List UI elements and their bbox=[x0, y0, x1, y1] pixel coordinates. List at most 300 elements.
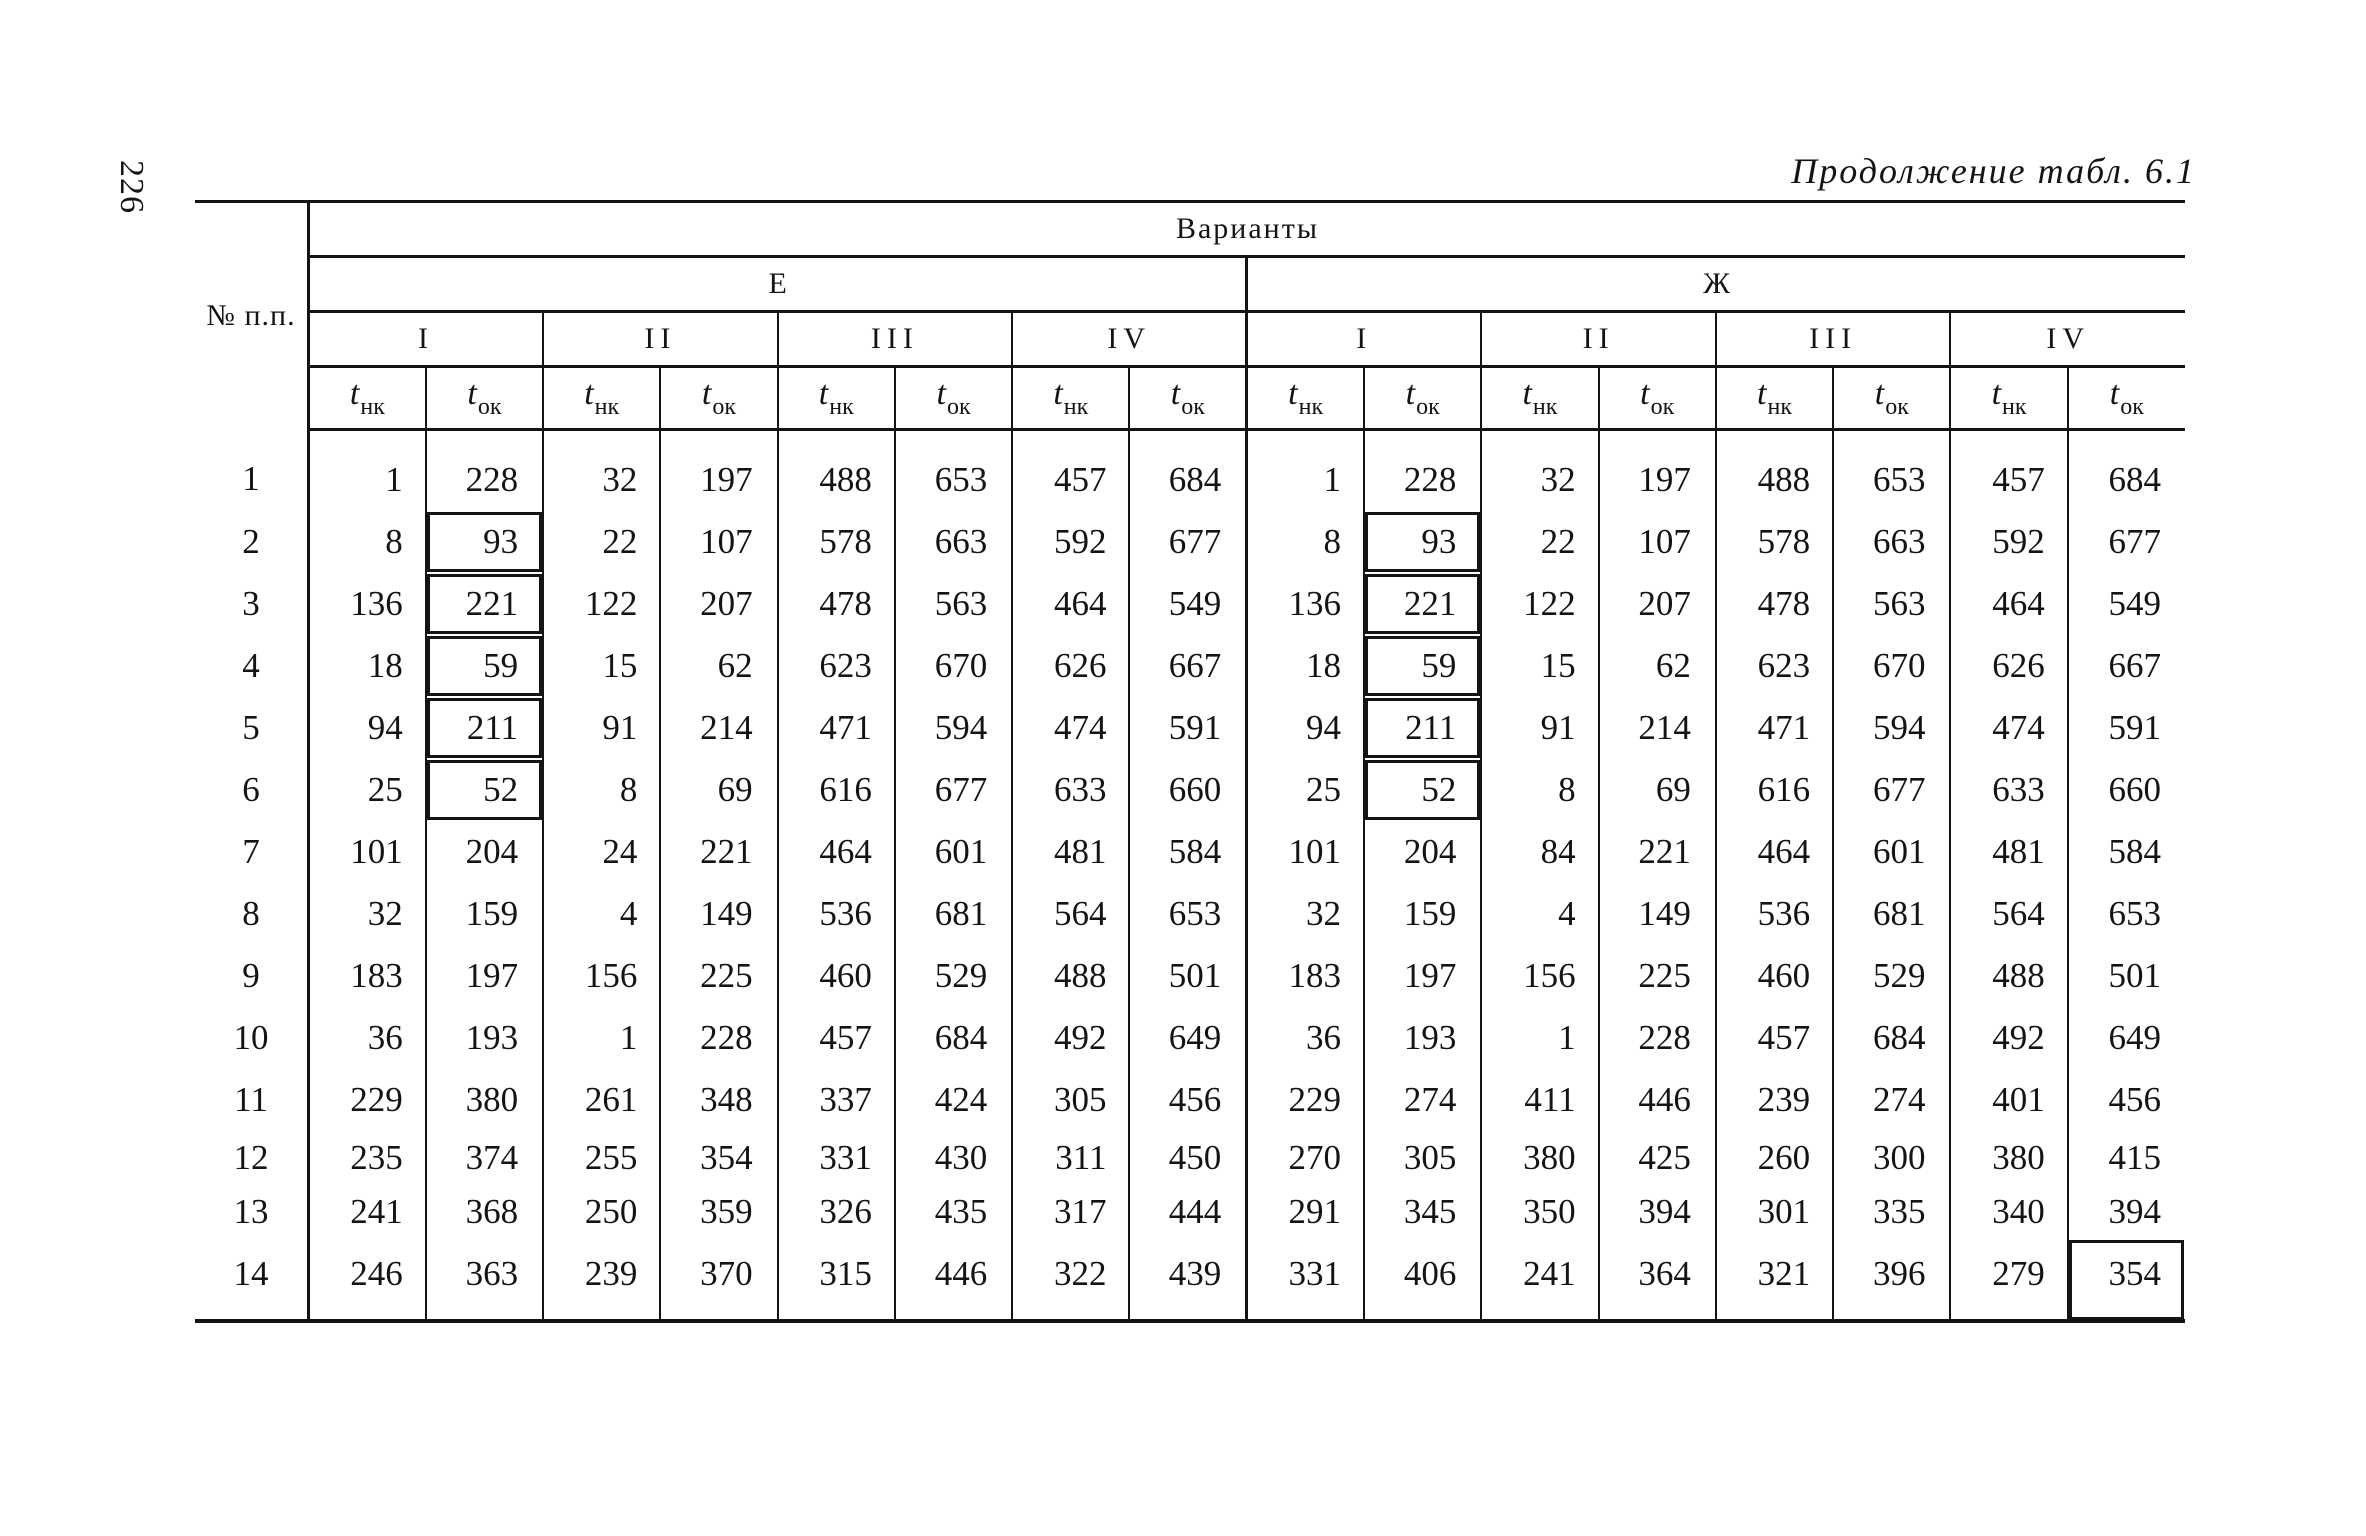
t-ok-cell-e-2: 225 bbox=[660, 945, 777, 1007]
t-symbol: t bbox=[1522, 375, 1532, 412]
t-nk-cell-e-1: 235 bbox=[309, 1131, 426, 1185]
variant-header-zh-4: IV bbox=[1950, 312, 2185, 367]
t-nk-cell-e-3: 337 bbox=[778, 1069, 895, 1131]
t-ok-cell-zh-1: 406 bbox=[1364, 1239, 1481, 1321]
t-ok-cell-e-3: 563 bbox=[895, 573, 1012, 635]
t-ok-cell-e-4: 456 bbox=[1129, 1069, 1246, 1131]
t-subscript: ок bbox=[946, 394, 971, 420]
t-nk-cell-e-3: 478 bbox=[778, 573, 895, 635]
t-ok-cell-zh-3: 594 bbox=[1833, 697, 1950, 759]
t-ok-cell-zh-4: 549 bbox=[2108, 584, 2161, 623]
t-subscript: ок bbox=[477, 394, 502, 420]
t-ok-cell-zh-2: 214 bbox=[1599, 697, 1716, 759]
t-ok-cell-zh-4: 649 bbox=[2108, 1018, 2161, 1057]
t-ok-header bbox=[426, 367, 543, 430]
row-number: 6 bbox=[195, 759, 309, 821]
t-nk-header bbox=[1012, 367, 1129, 430]
t-nk-cell-zh-1: 94 bbox=[1247, 697, 1364, 759]
t-ok-cell-zh-4: 456 bbox=[2108, 1080, 2161, 1119]
data-table-wrapper bbox=[195, 200, 2185, 1323]
t-ok-cell-zh-4: 653 bbox=[2108, 894, 2161, 933]
t-nk-cell-e-3: 578 bbox=[778, 511, 895, 573]
t-nk-cell-e-2: 91 bbox=[543, 697, 660, 759]
t-ok-cell-e-3: 424 bbox=[895, 1069, 1012, 1131]
t-ok-cell-zh-3: 670 bbox=[1833, 635, 1950, 697]
t-ok-cell-e-4: 549 bbox=[1129, 573, 1246, 635]
t-ok-cell-e-3: 663 bbox=[895, 511, 1012, 573]
row-number: 7 bbox=[195, 821, 309, 883]
t-ok-cell-zh-3: 529 bbox=[1833, 945, 1950, 1007]
t-subscript: нк bbox=[1532, 394, 1558, 420]
t-nk-cell-zh-4: 564 bbox=[1950, 883, 2067, 945]
t-nk-cell-zh-1: 291 bbox=[1247, 1185, 1364, 1239]
t-nk-cell-e-1: 32 bbox=[309, 883, 426, 945]
table-row bbox=[195, 883, 2185, 945]
t-nk-cell-e-4: 633 bbox=[1012, 759, 1129, 821]
t-nk-cell-zh-3: 260 bbox=[1716, 1131, 1833, 1185]
t-nk-cell-e-4: 626 bbox=[1012, 635, 1129, 697]
t-nk-cell-e-2: 255 bbox=[543, 1131, 660, 1185]
variant-header-zh-2: II bbox=[1481, 312, 1716, 367]
t-symbol: t bbox=[467, 375, 477, 412]
t-ok-cell-zh-2: 425 bbox=[1599, 1131, 1716, 1185]
t-ok-cell-zh-4: 354 bbox=[2068, 1239, 2185, 1321]
t-symbol: t bbox=[1757, 375, 1767, 412]
t-ok-cell-e-1: 159 bbox=[426, 883, 543, 945]
row-number: 12 bbox=[195, 1131, 309, 1185]
table-row bbox=[195, 821, 2185, 883]
t-nk-cell-zh-3: 616 bbox=[1716, 759, 1833, 821]
t-nk-cell-zh-3: 471 bbox=[1716, 697, 1833, 759]
t-subscript: нк bbox=[1063, 394, 1089, 420]
t-ok-cell-e-2: 197 bbox=[660, 430, 777, 512]
t-symbol: t bbox=[1288, 375, 1298, 412]
t-nk-header bbox=[1481, 367, 1598, 430]
row-number: 1 bbox=[195, 430, 309, 512]
t-ok-cell-zh-3: 677 bbox=[1833, 759, 1950, 821]
t-nk-cell-e-2: 24 bbox=[543, 821, 660, 883]
t-ok-cell-e-4: 677 bbox=[1129, 511, 1246, 573]
group-header-e: Е bbox=[309, 257, 1247, 312]
t-ok-cell-e-2: 69 bbox=[660, 759, 777, 821]
t-subscript: ок bbox=[712, 394, 737, 420]
t-nk-cell-zh-3: 578 bbox=[1716, 511, 1833, 573]
t-ok-cell-e-4: 591 bbox=[1129, 697, 1246, 759]
t-ok-cell-e-3: 601 bbox=[895, 821, 1012, 883]
t-nk-cell-zh-3: 457 bbox=[1716, 1007, 1833, 1069]
t-nk-cell-e-2: 261 bbox=[543, 1069, 660, 1131]
t-symbol: t bbox=[1053, 375, 1063, 412]
t-ok-cell-zh-1: 274 bbox=[1364, 1069, 1481, 1131]
t-ok-cell-e-2: 207 bbox=[660, 573, 777, 635]
t-nk-cell-e-2: 32 bbox=[543, 430, 660, 512]
t-ok-cell-zh-3: 300 bbox=[1833, 1131, 1950, 1185]
t-ok-cell-zh-4: 677 bbox=[2108, 522, 2161, 561]
table-row bbox=[195, 635, 2185, 697]
t-nk-cell-e-3: 460 bbox=[778, 945, 895, 1007]
variant-header-zh-3: III bbox=[1716, 312, 1951, 367]
t-nk-cell-e-1: 136 bbox=[309, 573, 426, 635]
t-nk-cell-e-4: 317 bbox=[1012, 1185, 1129, 1239]
t-ok-cell-zh-1: 193 bbox=[1364, 1007, 1481, 1069]
t-ok-cell-e-4: 667 bbox=[1129, 635, 1246, 697]
t-nk-cell-e-4: 322 bbox=[1012, 1239, 1129, 1321]
t-ok-cell-zh-4: 684 bbox=[2108, 460, 2161, 499]
t-ok-cell-e-2: 214 bbox=[660, 697, 777, 759]
t-nk-cell-e-3: 326 bbox=[778, 1185, 895, 1239]
t-nk-cell-e-2: 156 bbox=[543, 945, 660, 1007]
t-ok-cell-zh-4: 394 bbox=[2108, 1192, 2161, 1231]
variant-header-e-3: III bbox=[778, 312, 1013, 367]
t-nk-cell-e-1: 94 bbox=[309, 697, 426, 759]
t-nk-cell-e-2: 4 bbox=[543, 883, 660, 945]
variant-header-e-4: IV bbox=[1012, 312, 1247, 367]
t-nk-cell-zh-2: 91 bbox=[1481, 697, 1598, 759]
t-ok-cell-zh-2: 225 bbox=[1599, 945, 1716, 1007]
table-row bbox=[195, 1131, 2185, 1185]
t-subscript: ок bbox=[1885, 394, 1909, 420]
t-ok-cell-zh-2: 107 bbox=[1599, 511, 1716, 573]
t-nk-header bbox=[309, 367, 426, 430]
t-ok-cell-e-4: 649 bbox=[1129, 1007, 1246, 1069]
t-nk-cell-zh-3: 623 bbox=[1716, 635, 1833, 697]
table-row bbox=[195, 1007, 2185, 1069]
t-ok-cell-e-2: 228 bbox=[660, 1007, 777, 1069]
t-ok-cell-zh-2: 446 bbox=[1599, 1069, 1716, 1131]
t-ok-cell-e-2: 107 bbox=[660, 511, 777, 573]
t-nk-cell-e-2: 250 bbox=[543, 1185, 660, 1239]
t-symbol: t bbox=[349, 375, 360, 412]
t-nk-cell-zh-4: 340 bbox=[1950, 1185, 2067, 1239]
t-ok-cell-e-3: 529 bbox=[895, 945, 1012, 1007]
table-row bbox=[195, 430, 2185, 512]
t-nk-cell-zh-4: 626 bbox=[1950, 635, 2067, 697]
t-nk-cell-e-1: 18 bbox=[309, 635, 426, 697]
t-nk-cell-zh-2: 15 bbox=[1481, 635, 1598, 697]
t-nk-cell-zh-4: 488 bbox=[1950, 945, 2067, 1007]
t-nk-cell-e-1: 101 bbox=[309, 821, 426, 883]
t-nk-cell-e-3: 623 bbox=[778, 635, 895, 697]
t-subscript: нк bbox=[594, 394, 620, 420]
t-ok-cell-zh-3: 563 bbox=[1833, 573, 1950, 635]
t-nk-cell-zh-2: 411 bbox=[1481, 1069, 1598, 1131]
t-nk-cell-zh-2: 8 bbox=[1481, 759, 1598, 821]
t-ok-cell-e-1: 204 bbox=[426, 821, 543, 883]
t-ok-cell-zh-2: 394 bbox=[1599, 1185, 1716, 1239]
t-nk-cell-zh-3: 301 bbox=[1716, 1185, 1833, 1239]
t-ok-cell-zh-2: 207 bbox=[1599, 573, 1716, 635]
t-ok-cell-zh-4: 501 bbox=[2108, 956, 2161, 995]
row-number: 2 bbox=[195, 511, 309, 573]
t-ok-cell-zh-1: 211 bbox=[1364, 697, 1481, 759]
t-symbol: t bbox=[936, 375, 946, 412]
t-nk-header bbox=[1247, 367, 1364, 430]
t-ok-cell-zh-1: 52 bbox=[1364, 759, 1481, 821]
t-ok-cell-e-4: 584 bbox=[1129, 821, 1246, 883]
t-ok-cell-e-3: 430 bbox=[895, 1131, 1012, 1185]
t-nk-cell-e-1: 8 bbox=[309, 511, 426, 573]
t-nk-cell-zh-4: 481 bbox=[1950, 821, 2067, 883]
table-row bbox=[195, 759, 2185, 821]
row-number: 14 bbox=[195, 1239, 309, 1321]
t-nk-header bbox=[1950, 367, 2067, 430]
t-ok-cell-e-2: 221 bbox=[660, 821, 777, 883]
t-symbol: t bbox=[818, 375, 829, 412]
t-ok-cell-zh-4: 415 bbox=[2108, 1138, 2161, 1177]
t-nk-cell-zh-4: 492 bbox=[1950, 1007, 2067, 1069]
row-number: 10 bbox=[195, 1007, 309, 1069]
t-ok-cell-zh-1: 93 bbox=[1364, 511, 1481, 573]
t-nk-cell-e-3: 488 bbox=[778, 430, 895, 512]
t-ok-cell-e-3: 594 bbox=[895, 697, 1012, 759]
t-nk-cell-zh-2: 122 bbox=[1481, 573, 1598, 635]
t-ok-cell-zh-2: 69 bbox=[1599, 759, 1716, 821]
t-ok-header bbox=[895, 367, 1012, 430]
t-ok-cell-zh-2: 62 bbox=[1599, 635, 1716, 697]
t-nk-cell-zh-1: 229 bbox=[1247, 1069, 1364, 1131]
page-number: 226 bbox=[113, 160, 150, 214]
t-ok-cell-zh-2: 149 bbox=[1599, 883, 1716, 945]
row-number: 9 bbox=[195, 945, 309, 1007]
t-nk-cell-e-2: 239 bbox=[543, 1239, 660, 1321]
t-ok-cell-e-4: 450 bbox=[1129, 1131, 1246, 1185]
t-symbol: t bbox=[584, 375, 594, 412]
t-nk-header bbox=[778, 367, 895, 430]
t-ok-cell-e-2: 149 bbox=[660, 883, 777, 945]
t-subscript: ок bbox=[2120, 394, 2144, 420]
table-body bbox=[195, 430, 2185, 1322]
t-ok-cell-zh-4: 667 bbox=[2108, 646, 2161, 685]
t-ok-cell-zh-1: 305 bbox=[1364, 1131, 1481, 1185]
t-nk-cell-zh-3: 321 bbox=[1716, 1239, 1833, 1321]
t-nk-cell-e-3: 331 bbox=[778, 1131, 895, 1185]
t-ok-cell-e-4: 439 bbox=[1129, 1239, 1246, 1321]
t-ok-cell-e-3: 653 bbox=[895, 430, 1012, 512]
row-number: 11 bbox=[195, 1069, 309, 1131]
t-ok-cell-zh-4: 660 bbox=[2108, 770, 2161, 809]
t-nk-cell-zh-2: 1 bbox=[1481, 1007, 1598, 1069]
row-number: 8 bbox=[195, 883, 309, 945]
t-ok-cell-zh-2: 364 bbox=[1599, 1239, 1716, 1321]
t-ok-header bbox=[1599, 367, 1716, 430]
t-nk-cell-e-4: 305 bbox=[1012, 1069, 1129, 1131]
t-ok-cell-e-1: 228 bbox=[426, 430, 543, 512]
t-ok-cell-e-2: 62 bbox=[660, 635, 777, 697]
t-nk-cell-e-3: 457 bbox=[778, 1007, 895, 1069]
t-ok-cell-zh-1: 159 bbox=[1364, 883, 1481, 945]
t-ok-cell-e-1: 52 bbox=[426, 759, 543, 821]
t-nk-cell-zh-1: 183 bbox=[1247, 945, 1364, 1007]
variant-header-zh-1: I bbox=[1247, 312, 1482, 367]
t-ok-header bbox=[1129, 367, 1246, 430]
t-ok-cell-e-3: 446 bbox=[895, 1239, 1012, 1321]
t-nk-cell-e-4: 457 bbox=[1012, 430, 1129, 512]
t-ok-cell-e-1: 374 bbox=[426, 1131, 543, 1185]
t-nk-cell-e-2: 1 bbox=[543, 1007, 660, 1069]
t-ok-cell-e-1: 368 bbox=[426, 1185, 543, 1239]
t-nk-cell-e-4: 311 bbox=[1012, 1131, 1129, 1185]
group-header-zh: Ж bbox=[1247, 257, 2185, 312]
t-nk-cell-zh-3: 478 bbox=[1716, 573, 1833, 635]
t-subscript: ок bbox=[1650, 394, 1675, 420]
t-nk-cell-zh-1: 8 bbox=[1247, 511, 1364, 573]
t-nk-cell-zh-2: 241 bbox=[1481, 1239, 1598, 1321]
table-caption: Продолжение табл. 6.1 bbox=[1791, 151, 2196, 191]
t-nk-cell-e-1: 246 bbox=[309, 1239, 426, 1321]
t-ok-cell-zh-4: 591 bbox=[2108, 708, 2161, 747]
t-nk-cell-zh-4: 633 bbox=[1950, 759, 2067, 821]
table-row bbox=[195, 511, 2185, 573]
t-nk-cell-zh-1: 36 bbox=[1247, 1007, 1364, 1069]
t-nk-cell-zh-1: 18 bbox=[1247, 635, 1364, 697]
t-subscript: нк bbox=[829, 394, 854, 420]
t-ok-cell-zh-1: 221 bbox=[1364, 573, 1481, 635]
t-ok-cell-e-1: 93 bbox=[426, 511, 543, 573]
t-ok-cell-zh-3: 396 bbox=[1833, 1239, 1950, 1321]
t-ok-cell-zh-3: 681 bbox=[1833, 883, 1950, 945]
t-ok-cell-zh-1: 59 bbox=[1364, 635, 1481, 697]
t-ok-cell-e-1: 59 bbox=[426, 635, 543, 697]
t-nk-cell-e-2: 22 bbox=[543, 511, 660, 573]
t-nk-cell-e-3: 464 bbox=[778, 821, 895, 883]
table-row bbox=[195, 697, 2185, 759]
table-row bbox=[195, 1185, 2185, 1239]
t-ok-cell-e-3: 681 bbox=[895, 883, 1012, 945]
t-ok-cell-e-4: 444 bbox=[1129, 1185, 1246, 1239]
t-ok-cell-zh-2: 228 bbox=[1599, 1007, 1716, 1069]
t-nk-cell-zh-1: 1 bbox=[1247, 430, 1364, 512]
t-symbol: t bbox=[1170, 375, 1181, 412]
t-ok-cell-e-3: 435 bbox=[895, 1185, 1012, 1239]
row-number: 5 bbox=[195, 697, 309, 759]
t-subscript: ок bbox=[1416, 394, 1440, 420]
t-nk-header bbox=[1716, 367, 1833, 430]
t-nk-cell-e-4: 564 bbox=[1012, 883, 1129, 945]
t-ok-header bbox=[660, 367, 777, 430]
t-nk-cell-e-1: 25 bbox=[309, 759, 426, 821]
t-symbol: t bbox=[1405, 375, 1416, 412]
t-ok-cell-e-1: 197 bbox=[426, 945, 543, 1007]
t-ok-cell-e-4: 660 bbox=[1129, 759, 1246, 821]
t-nk-cell-zh-3: 464 bbox=[1716, 821, 1833, 883]
t-nk-cell-e-1: 241 bbox=[309, 1185, 426, 1239]
t-ok-cell-e-2: 370 bbox=[660, 1239, 777, 1321]
t-nk-cell-e-2: 122 bbox=[543, 573, 660, 635]
t-ok-cell-e-4: 653 bbox=[1129, 883, 1246, 945]
t-nk-cell-zh-1: 32 bbox=[1247, 883, 1364, 945]
t-nk-cell-e-1: 1 bbox=[309, 430, 426, 512]
t-ok-cell-e-2: 359 bbox=[660, 1185, 777, 1239]
t-ok-cell-e-1: 380 bbox=[426, 1069, 543, 1131]
t-nk-cell-e-1: 229 bbox=[309, 1069, 426, 1131]
t-ok-cell-e-2: 354 bbox=[660, 1131, 777, 1185]
t-ok-cell-e-4: 501 bbox=[1129, 945, 1246, 1007]
t-nk-cell-zh-2: 32 bbox=[1481, 430, 1598, 512]
t-nk-cell-zh-3: 488 bbox=[1716, 430, 1833, 512]
t-nk-cell-zh-1: 25 bbox=[1247, 759, 1364, 821]
t-nk-cell-e-4: 492 bbox=[1012, 1007, 1129, 1069]
t-ok-cell-zh-1: 204 bbox=[1364, 821, 1481, 883]
t-nk-cell-e-4: 474 bbox=[1012, 697, 1129, 759]
table-row bbox=[195, 573, 2185, 635]
t-ok-cell-zh-3: 684 bbox=[1833, 1007, 1950, 1069]
t-nk-cell-zh-4: 380 bbox=[1950, 1131, 2067, 1185]
t-ok-cell-e-3: 670 bbox=[895, 635, 1012, 697]
t-ok-cell-zh-1: 197 bbox=[1364, 945, 1481, 1007]
t-subscript: ок bbox=[1181, 394, 1205, 420]
t-nk-cell-zh-2: 22 bbox=[1481, 511, 1598, 573]
t-symbol: t bbox=[1640, 375, 1650, 412]
t-nk-cell-e-2: 15 bbox=[543, 635, 660, 697]
t-ok-header bbox=[2068, 367, 2185, 430]
t-nk-cell-zh-4: 464 bbox=[1950, 573, 2067, 635]
t-nk-cell-e-2: 8 bbox=[543, 759, 660, 821]
t-subscript: нк bbox=[1767, 394, 1792, 420]
table-row bbox=[195, 945, 2185, 1007]
data-table bbox=[195, 200, 2185, 1323]
t-nk-cell-zh-1: 331 bbox=[1247, 1239, 1364, 1321]
t-nk-cell-e-3: 471 bbox=[778, 697, 895, 759]
t-nk-cell-e-3: 616 bbox=[778, 759, 895, 821]
t-ok-cell-e-2: 348 bbox=[660, 1069, 777, 1131]
t-ok-header bbox=[1833, 367, 1950, 430]
row-number: 4 bbox=[195, 635, 309, 697]
t-ok-cell-zh-3: 274 bbox=[1833, 1069, 1950, 1131]
t-nk-cell-zh-4: 474 bbox=[1950, 697, 2067, 759]
t-nk-cell-e-3: 536 bbox=[778, 883, 895, 945]
variants-header: Варианты bbox=[309, 202, 2186, 257]
variant-header-e-2: II bbox=[543, 312, 778, 367]
t-nk-cell-zh-3: 460 bbox=[1716, 945, 1833, 1007]
t-ok-cell-e-1: 363 bbox=[426, 1239, 543, 1321]
t-nk-cell-zh-3: 536 bbox=[1716, 883, 1833, 945]
t-subscript: нк bbox=[2002, 394, 2027, 420]
t-nk-cell-e-3: 315 bbox=[778, 1239, 895, 1321]
t-ok-cell-zh-2: 221 bbox=[1599, 821, 1716, 883]
t-ok-cell-e-3: 677 bbox=[895, 759, 1012, 821]
t-ok-cell-zh-2: 197 bbox=[1599, 430, 1716, 512]
t-subscript: нк bbox=[1298, 394, 1324, 420]
t-ok-cell-e-1: 221 bbox=[426, 573, 543, 635]
t-nk-cell-zh-1: 136 bbox=[1247, 573, 1364, 635]
t-ok-cell-zh-3: 335 bbox=[1833, 1185, 1950, 1239]
t-nk-cell-e-1: 36 bbox=[309, 1007, 426, 1069]
row-number-header: № п.п. bbox=[195, 202, 309, 430]
t-nk-cell-e-4: 464 bbox=[1012, 573, 1129, 635]
variant-header-e-1: I bbox=[309, 312, 544, 367]
t-ok-cell-e-3: 684 bbox=[895, 1007, 1012, 1069]
t-ok-cell-e-4: 684 bbox=[1129, 430, 1246, 512]
t-nk-cell-zh-4: 457 bbox=[1950, 430, 2067, 512]
t-nk-cell-zh-1: 270 bbox=[1247, 1131, 1364, 1185]
t-ok-cell-zh-3: 601 bbox=[1833, 821, 1950, 883]
t-symbol: t bbox=[1991, 375, 2002, 412]
row-number: 3 bbox=[195, 573, 309, 635]
t-nk-cell-e-4: 481 bbox=[1012, 821, 1129, 883]
t-symbol: t bbox=[701, 375, 712, 412]
t-ok-cell-e-1: 193 bbox=[426, 1007, 543, 1069]
table-row bbox=[195, 1069, 2185, 1131]
t-nk-cell-e-4: 488 bbox=[1012, 945, 1129, 1007]
t-ok-cell-zh-1: 228 bbox=[1364, 430, 1481, 512]
t-ok-cell-e-1: 211 bbox=[426, 697, 543, 759]
t-nk-cell-zh-4: 279 bbox=[1950, 1239, 2067, 1321]
table-row bbox=[195, 1239, 2185, 1321]
t-nk-cell-zh-3: 239 bbox=[1716, 1069, 1833, 1131]
t-ok-header bbox=[1364, 367, 1481, 430]
t-symbol: t bbox=[1874, 375, 1885, 412]
t-nk-cell-zh-2: 84 bbox=[1481, 821, 1598, 883]
